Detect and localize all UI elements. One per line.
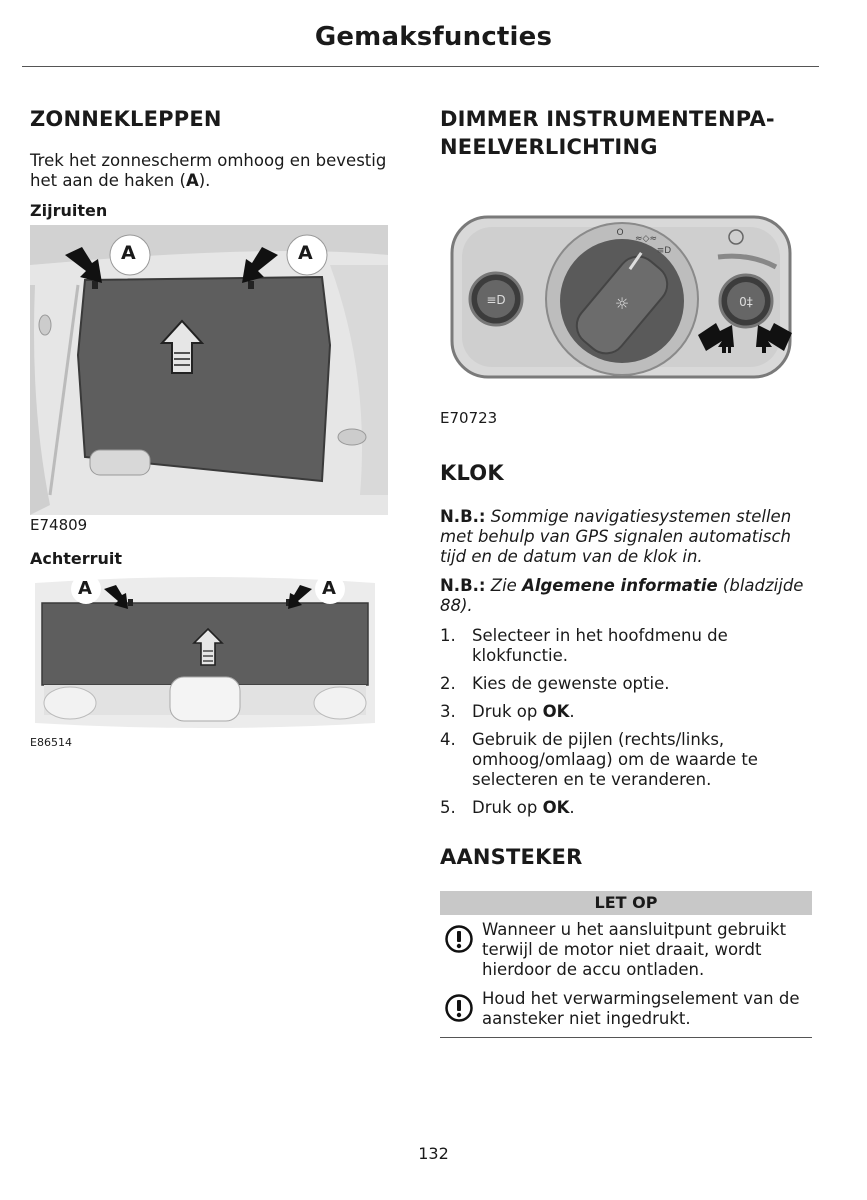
rear-window-figure-code: E86514 — [30, 736, 72, 749]
clock-note-reference: N.B.: Zie Algemene informatie (bladzijde 88). — [440, 576, 804, 615]
caution-item: Wanneer u het aansluitpunt gebruikt terwijl de motor niet draait, wordt hierdoor de accu ontladen. — [440, 920, 812, 980]
caution-box — [440, 891, 812, 1038]
svg-text:☼: ☼ — [614, 294, 630, 313]
rear-window-subheading: Achterruit — [30, 549, 123, 568]
general-info-link[interactable]: Algemene informatie — [522, 576, 718, 595]
rear-window-illustration — [30, 573, 380, 733]
svg-text:O: O — [616, 228, 624, 238]
exclamation-circle-icon — [444, 924, 474, 959]
dimmer-heading-line2: NEELVERLICHTING — [440, 135, 658, 159]
exclamation-circle-icon — [444, 993, 474, 1028]
page-header-title: Gemaksfuncties — [314, 22, 553, 52]
list-item: 3. Druk op OK. — [440, 702, 575, 721]
caution-title: LET OP — [440, 891, 812, 915]
clock-steps-list — [440, 626, 815, 826]
rear-window-label-a-right: A — [322, 578, 336, 599]
sun-visors-intro: Trek het zonnescherm omhoog en bevestig het aan de haken (A). — [30, 151, 387, 190]
svg-text:≡D: ≡D — [656, 246, 672, 256]
caution-item: Houd het verwarmingselement van de aansteker niet ingedrukt. — [440, 989, 812, 1029]
light-switch-illustration — [450, 213, 795, 383]
list-item: 2. Kies de gewenste optie. — [440, 674, 670, 693]
svg-text:0‡: 0‡ — [739, 295, 753, 309]
side-window-figure-code: E74809 — [30, 516, 88, 534]
svg-text:≡D: ≡D — [486, 293, 506, 307]
list-item: 4. Gebruik de pijlen (rechts/links, omhoog/omlaag) om de waarde te selecteren en te veranderen. — [440, 730, 758, 789]
list-item: 1. Selecteer in het hoofdmenu de klokfunctie. — [440, 626, 728, 665]
header-divider — [22, 66, 819, 67]
lighter-heading: AANSTEKER — [440, 845, 583, 869]
dimmer-heading-line1: DIMMER INSTRUMENTENPA- — [440, 107, 775, 131]
side-window-label-a-right: A — [298, 242, 313, 264]
clock-note-gps: N.B.: Sommige navigatiesystemen stellen met behulp van GPS signalen automatisch tijd en de datum van de klok in. — [440, 507, 792, 566]
side-window-illustration — [30, 225, 388, 515]
list-item: 5. Druk op OK. — [440, 798, 575, 817]
page-number: 132 — [418, 1144, 449, 1163]
side-window-label-a-left: A — [121, 242, 136, 264]
side-windows-subheading: Zijruiten — [30, 201, 108, 220]
clock-heading: KLOK — [440, 461, 504, 485]
svg-text:≈◇≈: ≈◇≈ — [634, 234, 658, 244]
caution-bottom-rule — [440, 1037, 812, 1038]
rear-window-label-a-left: A — [78, 578, 92, 599]
sun-visors-heading: ZONNEKLEPPEN — [30, 107, 222, 131]
dimmer-figure-code: E70723 — [440, 409, 498, 427]
